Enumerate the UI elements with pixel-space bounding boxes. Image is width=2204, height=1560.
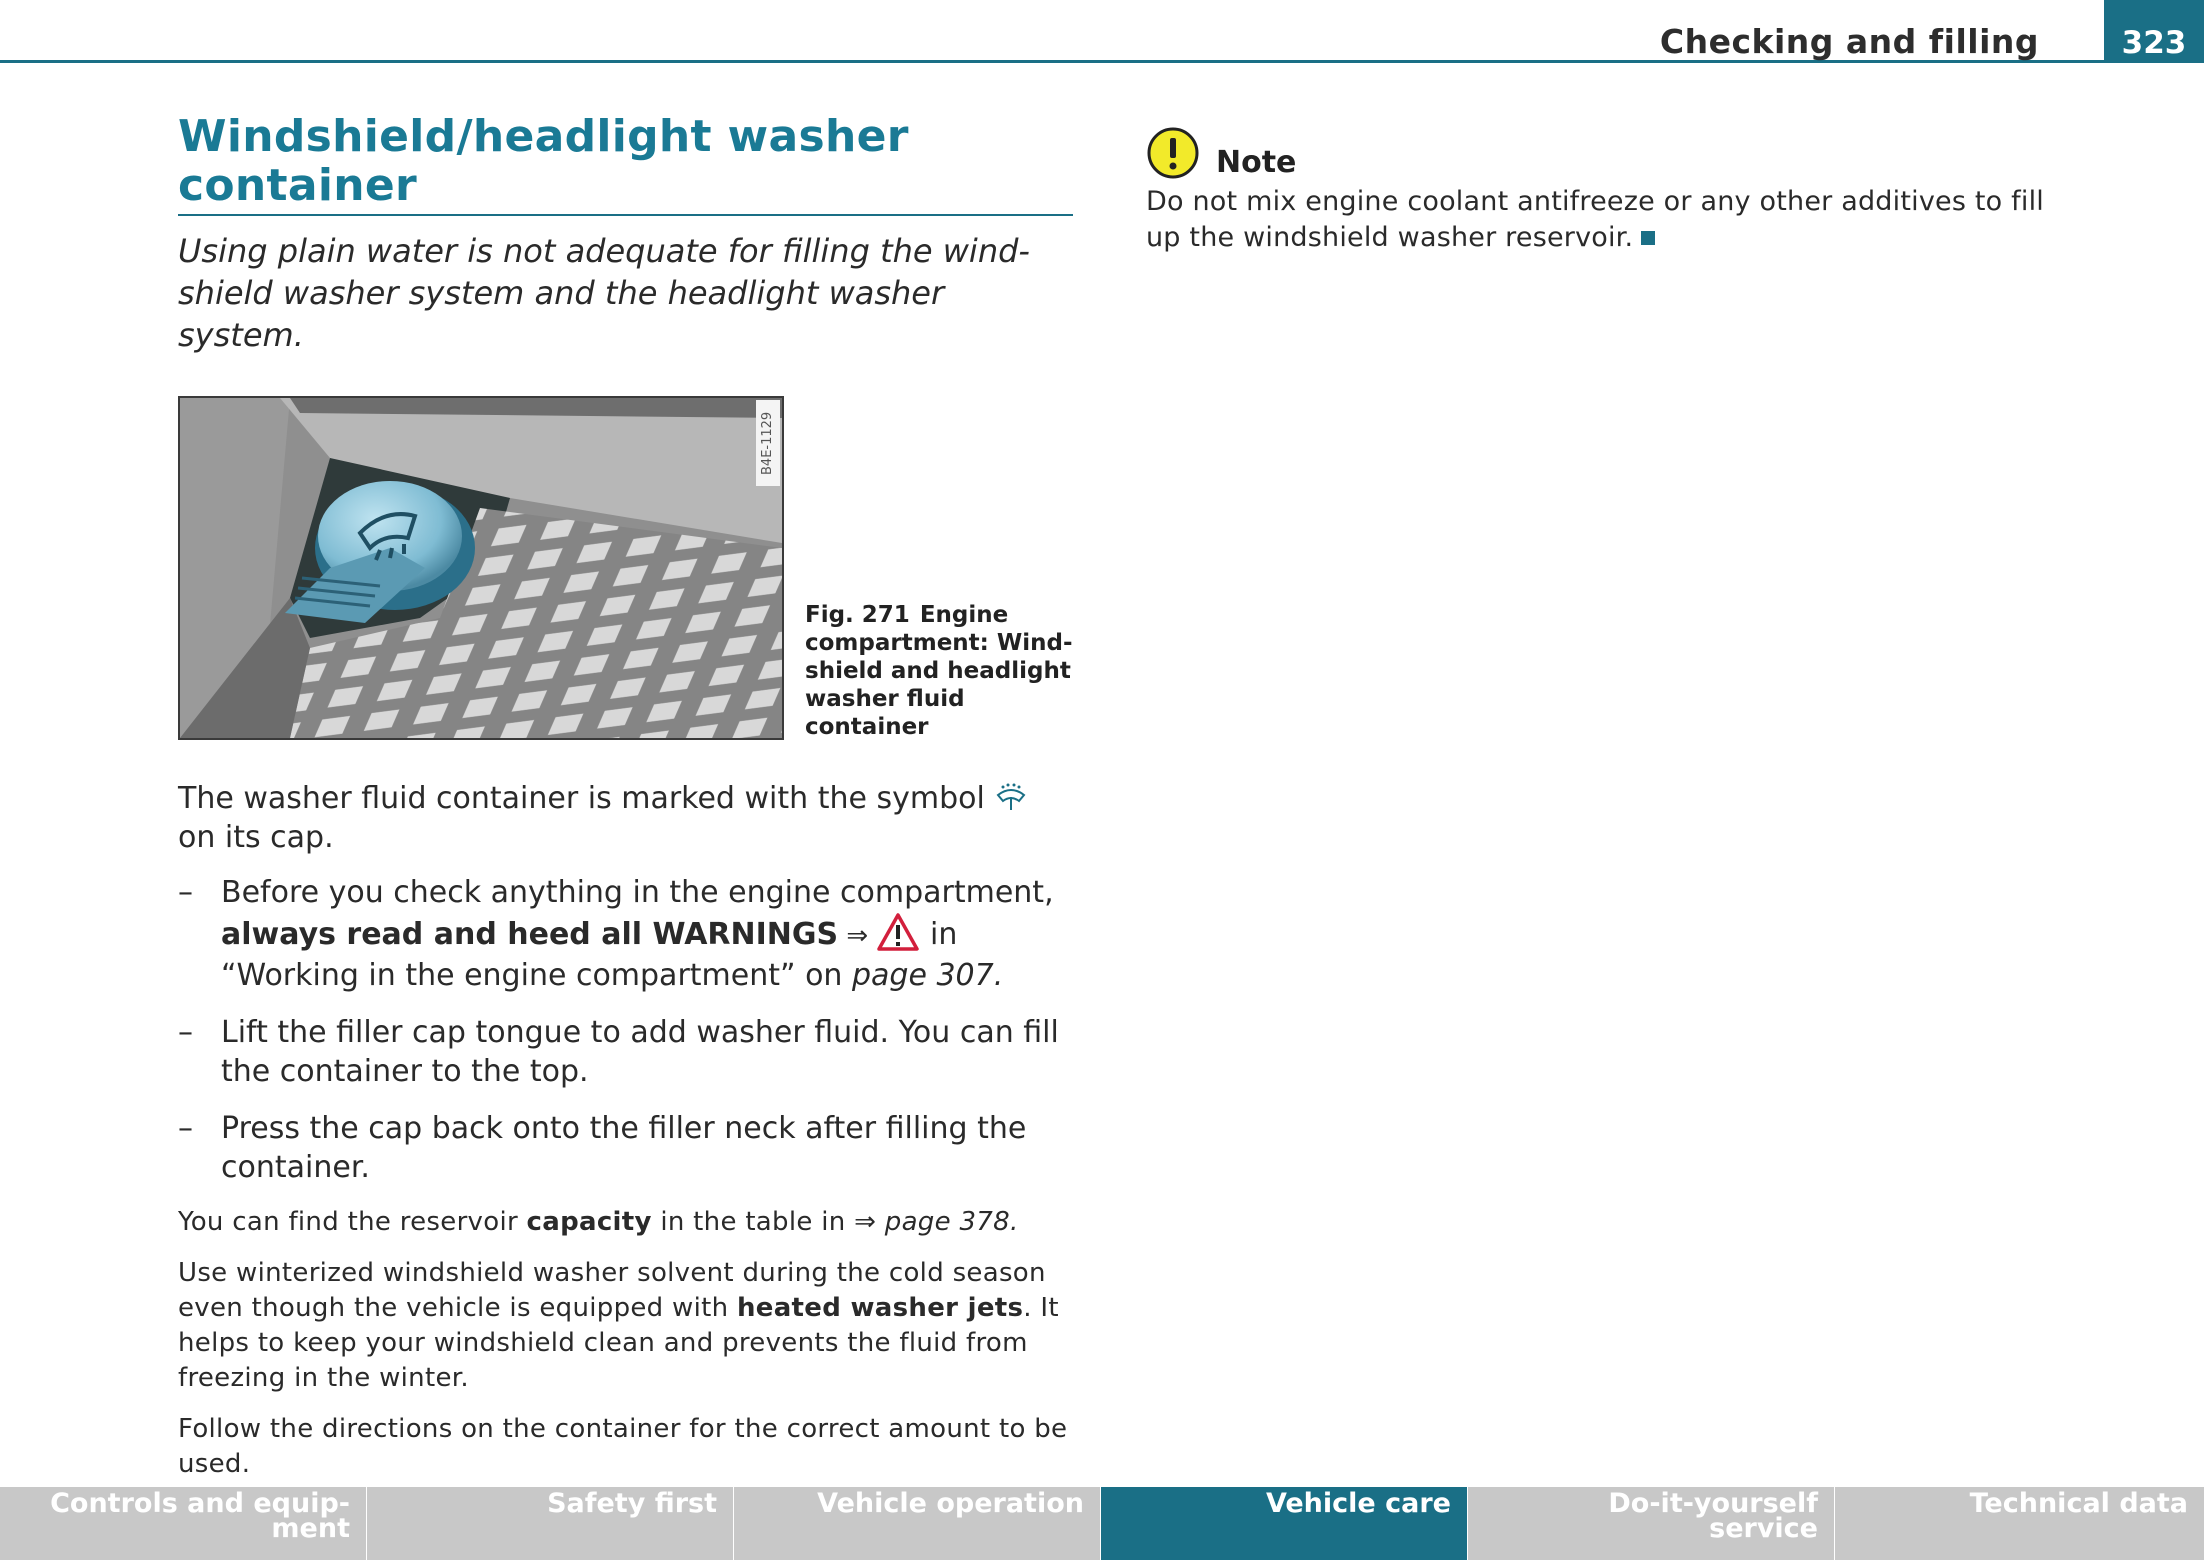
chapter-nav [0, 1487, 2204, 1560]
capacity-text: You can find the reservoir [178, 1207, 527, 1237]
capacity-emphasis: capacity [526, 1207, 652, 1237]
warning-triangle-icon [876, 912, 920, 952]
figure-row [178, 396, 1073, 741]
end-marker-icon [1641, 231, 1655, 245]
running-header: Checking and filling [1659, 22, 2039, 61]
caution-circle-icon [1146, 126, 1200, 180]
figure-id-label: B4E-1129 [756, 400, 780, 486]
figure-number: Fig. 271 [805, 602, 910, 628]
list-item [178, 1013, 1073, 1091]
nav-tab-safety[interactable] [367, 1487, 734, 1560]
list-item [178, 873, 1073, 995]
left-column [178, 112, 1073, 1482]
figure-caption [805, 601, 1075, 741]
nav-tab-controls[interactable] [0, 1487, 367, 1560]
note-text [1146, 184, 2046, 256]
washer-container-illustration [180, 398, 782, 738]
note-box [1146, 125, 2046, 256]
nav-tab-operation[interactable] [734, 1487, 1101, 1560]
instruction-steps [178, 873, 1073, 1187]
step-text: Before you check anything in the engine compartment, [221, 875, 1054, 910]
nav-tab-label: Safety first [547, 1488, 717, 1519]
wiper-fluid-icon [994, 783, 1028, 813]
page-link[interactable]: page 307. [851, 958, 1004, 993]
follow-paragraph: Follow the directions on the container for the correct amount to be used. [178, 1414, 1068, 1479]
symbol-paragraph [178, 779, 1073, 857]
step-dash: – [178, 875, 193, 910]
capacity-text-middle: in the table in [651, 1207, 855, 1237]
engine-compartment-figure [178, 396, 784, 740]
nav-tab-vehicle-care[interactable] [1101, 1487, 1468, 1560]
winter-paragraph [178, 1256, 1073, 1396]
step-dash: – [178, 1015, 193, 1050]
note-header [1146, 125, 2046, 180]
note-body: Do not mix engine coolant antifreeze or any other additives to fill up the windshield washer reservoir. [1146, 186, 2044, 253]
figure-caption-text: Engine compartment: Wind-shield and headlight washer fluid container [805, 602, 1073, 740]
step-text: Lift the filler cap tongue to add washer fluid. You can fill the container to the top. [221, 1015, 1059, 1089]
winter-text: Use winterized windshield washer solvent during the cold season even though the vehicle is equipped with [178, 1258, 1046, 1323]
intro-text: Using plain water is not adequate for filling the wind-shield washer system and the headlight washer system. [178, 232, 1030, 354]
nav-tab-label: Vehicle operation [817, 1488, 1084, 1519]
nav-tab-label: Technical data [1969, 1488, 2188, 1519]
warning-emphasis: always read and heed all WARNINGS [221, 917, 839, 952]
symbol-text-before: The washer fluid container is marked with the symbol [178, 781, 995, 816]
nav-tab-label: Controls and equip-ment [50, 1488, 350, 1544]
symbol-text-after: on its cap. [178, 820, 334, 855]
winter-text-after: . It helps to keep your windshield clean and prevents the fluid from freezing in the winter. [178, 1293, 1059, 1393]
step-text-after: in “Working in the engine compartment” on [221, 917, 958, 993]
capacity-paragraph [178, 1205, 1073, 1240]
section-title: Windshield/headlight washer container [178, 112, 1073, 216]
step-text: Press the cap back onto the filler neck after filling the container. [221, 1111, 1027, 1185]
list-item [178, 1109, 1073, 1187]
nav-tab-label: Do-it-yourself service [1608, 1488, 1818, 1544]
step-dash: – [178, 1111, 193, 1146]
arrow-ref: ⇒ [838, 921, 877, 951]
nav-tab-label: Vehicle care [1265, 1488, 1451, 1519]
note-title: Note [1216, 145, 1297, 180]
page-number: 323 [2104, 0, 2204, 63]
heated-jets-emphasis: heated washer jets [736, 1293, 1024, 1323]
arrow-ref: ⇒ [854, 1207, 877, 1237]
nav-tab-technical-data[interactable] [1835, 1487, 2204, 1560]
nav-tab-diy-service[interactable] [1468, 1487, 1835, 1560]
page-link[interactable]: page 378. [876, 1207, 1019, 1237]
